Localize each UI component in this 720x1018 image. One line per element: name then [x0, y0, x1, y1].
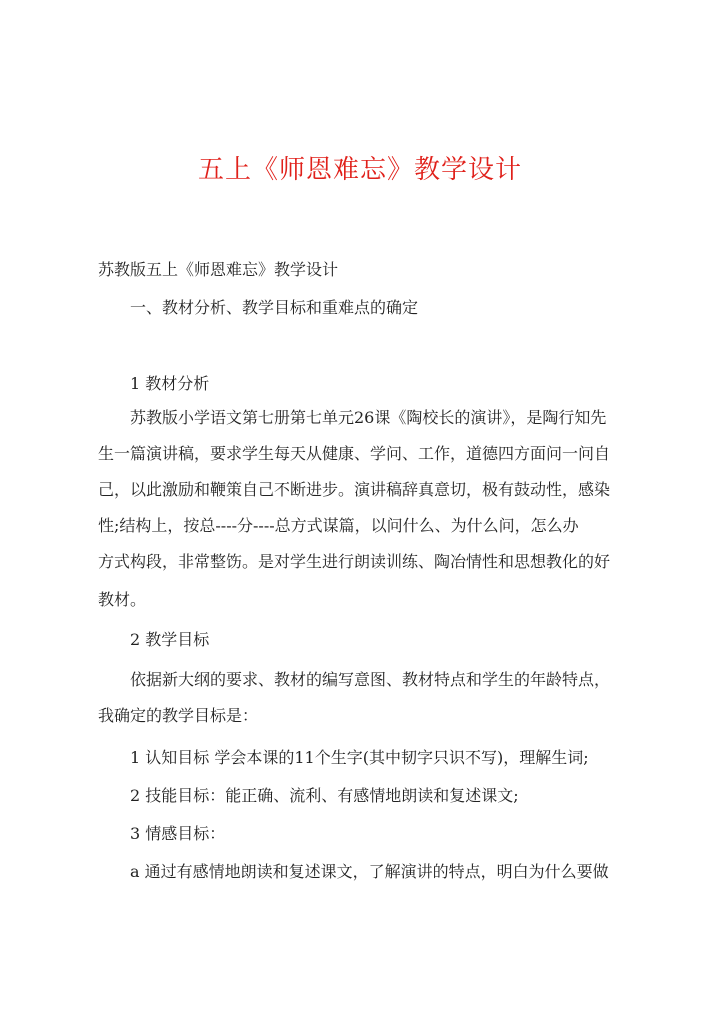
- paragraph-line: 教材。: [98, 590, 147, 609]
- goal-emotion-a: a 通过有感情地朗读和复述课文，了解演讲的特点，明白为什么要做: [130, 862, 609, 881]
- paragraph-line: 己，以此激励和鞭策自己不断进步。演讲稿辞真意切，极有鼓动性，感染: [98, 480, 611, 499]
- paragraph-line: 方式构段，非常整饬。是对学生进行朗读训练、陶冶情性和思想教化的好: [98, 552, 611, 571]
- goal-skill: 2 技能目标：能正确、流利、有感情地朗读和复述课文;: [130, 786, 519, 805]
- document-title: 五上《师恩难忘》教学设计: [197, 155, 522, 185]
- paragraph-line: 性;结构上，按总----分----总方式谋篇，以问什么、为什么问，怎么办: [98, 516, 579, 535]
- paragraph-line: 生一篇演讲稿，要求学生每天从健康、学问、工作，道德四方面问一问自: [98, 444, 611, 463]
- goal-emotion: 3 情感目标：: [130, 824, 226, 843]
- part-heading-goals: 2 教学目标: [130, 630, 210, 649]
- section-heading-1: 一、教材分析、教学目标和重难点的确定: [130, 298, 419, 317]
- goal-cognitive: 1 认知目标 学会本课的11个生字(其中韧字只识不写)，理解生词;: [130, 748, 589, 767]
- paragraph-line: 我确定的教学目标是：: [98, 706, 259, 725]
- document-subtitle: 苏教版五上《师恩难忘》教学设计: [98, 260, 339, 279]
- paragraph-line: 依据新大纲的要求、教材的编写意图、教材特点和学生的年龄特点，: [130, 670, 611, 689]
- paragraph-line: 苏教版小学语文第七册第七单元26课《陶校长的演讲》，是陶行知先: [130, 408, 607, 427]
- part-heading-materials: 1 教材分析: [130, 374, 210, 393]
